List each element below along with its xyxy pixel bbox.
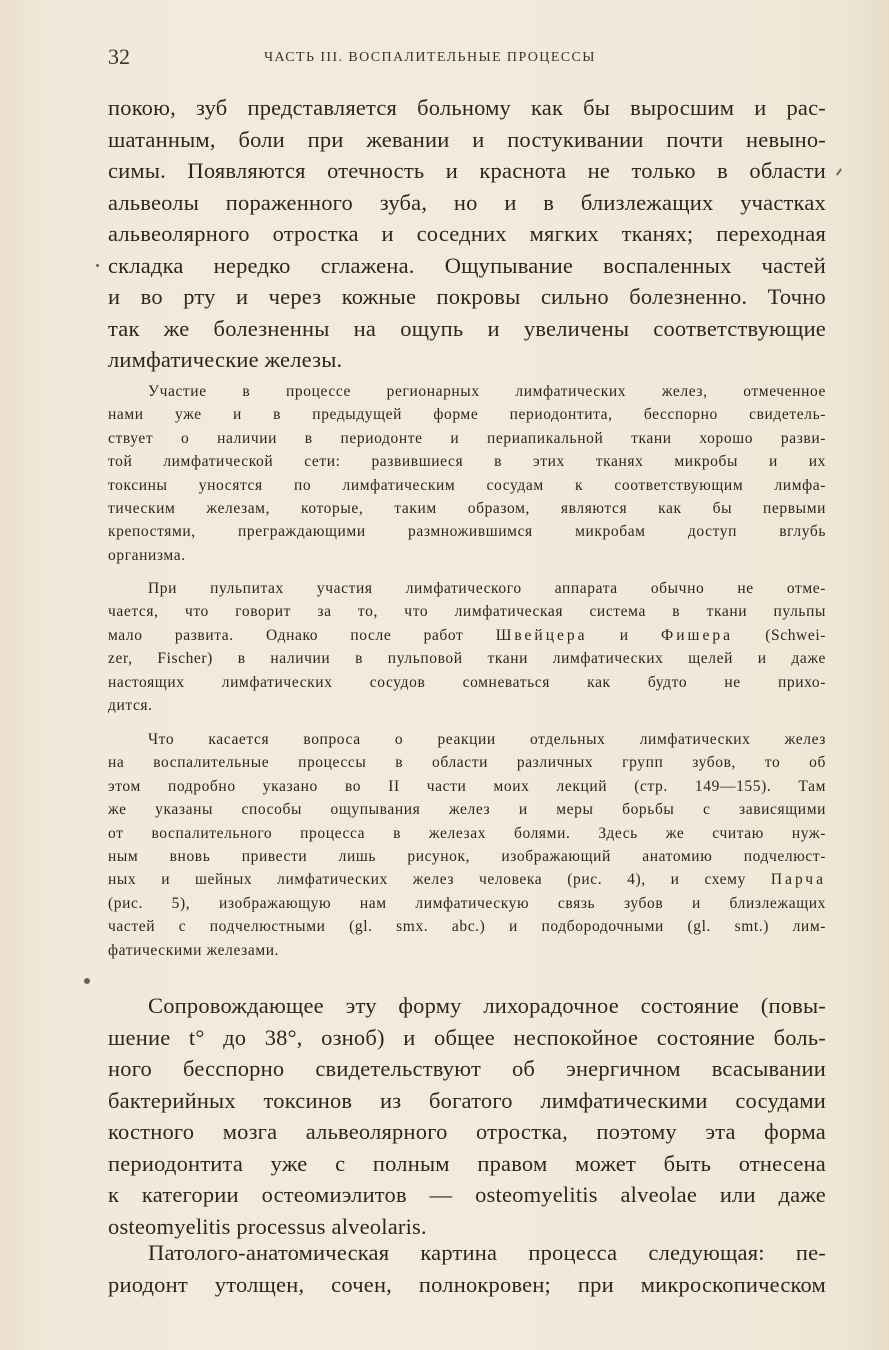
paragraph-3 [108, 1269, 826, 1301]
text-segment: и [619, 626, 629, 644]
text-line: настоящих лимфатических сосудов сомневаться как будто не прихо- [108, 673, 826, 691]
text-line: шение t° до 38°, озноб) и общее неспокойное состояние боль- [108, 1024, 826, 1050]
text-line: же указаны способы ощупывания желез и меры борьбы с зависящими [108, 801, 826, 819]
text-line: той лимфатической сети: развившиеся в этих тканях микробы и их [108, 453, 826, 471]
text-line: ным вновь привести лишь рисунок, изображающий анатомию подчелюст- [108, 848, 826, 866]
note-2 [108, 600, 826, 717]
author-name: Парча [770, 871, 826, 889]
text-line: от воспалительного процесса в железах болями. Здесь же считаю нуж- [108, 824, 826, 842]
text-line: Что касается вопроса о реакции отдельных лимфатических желез [148, 731, 826, 748]
text-line: к категории остеомиэлитов — osteomyelitis alveolae или даже [108, 1182, 826, 1207]
text-line: периодонтита уже с полным правом может быть отнесена [108, 1150, 826, 1176]
text-line: нами уже и в предыдущей форме периодонтита, бесспорно свидетель- [108, 406, 826, 424]
text-line: Участие в процессе регионарных лимфатических желез, отмеченное [148, 383, 826, 400]
paragraph-1 [108, 92, 826, 376]
text-line: чается, что говорит за то, что лимфатическая система в ткани пульпы [108, 603, 826, 621]
text-line: лимфатические железы. [108, 347, 343, 372]
text-line: альвеолярного отростка и соседних мягких тканях; переходная [108, 221, 826, 246]
text-line: крепостями, преграждающими размножившимся микробам доступ вглубь [108, 523, 826, 541]
author-name: Фишера [660, 626, 733, 644]
text-line: тическим железам, которые, таким образом, являются как бы первыми [108, 500, 826, 518]
text-line: частей с подчелюстными (gl. smx. abc.) и подбородочными (gl. smt.) лим- [108, 918, 826, 936]
text-line: и во рту и через кожные покровы сильно болезненно. Точно [108, 284, 826, 309]
text-segment: ных и шейных лимфатических желез человека (рис. 4), и схему [108, 871, 746, 889]
text-line: zer, Fischer) в наличии в пульповой ткани лимфатических щелей и даже [108, 650, 826, 668]
note-3-first-line [148, 728, 826, 751]
paragraph-2 [108, 1022, 826, 1243]
ink-speck [836, 168, 842, 176]
text-line: Сопровождающее эту форму лихорадочное состояние (повы- [148, 993, 826, 1018]
text-segment: мало развита. Однако после работ [108, 626, 464, 644]
paragraph-3-first-line [148, 1237, 826, 1269]
paragraph-2-first-line [148, 990, 826, 1022]
text-line: так же болезненны на ощупь и увеличены соответствующие [108, 315, 826, 341]
text-line: альвеолы пораженного зуба, но и в близлежащих участках [108, 189, 826, 215]
text-line: ного бесспорно свидетельствуют об энергичном всасывании [108, 1056, 826, 1081]
text-line [108, 868, 826, 891]
running-head: ЧАСТЬ III. ВОСПАЛИТЕЛЬНЫЕ ПРОЦЕССЫ [264, 50, 596, 65]
page-header [108, 44, 824, 74]
text-line: osteomyelitis processus alveolaris. [108, 1213, 427, 1239]
text-line: Патолого-анатомическая картина процесса следующая: пе- [148, 1240, 826, 1265]
author-name: Швейцера [495, 626, 588, 644]
ink-speck [96, 264, 99, 267]
text-line: (рис. 5), изображающую нам лимфатическую связь зубов и близлежащих [108, 894, 826, 912]
text-line: костного мозга альвеолярного отростка, поэтому эта форма [108, 1119, 826, 1144]
text-segment: (Schwei- [765, 626, 826, 644]
text-line: фатическими железами. [108, 941, 280, 959]
note-1-first-line [148, 380, 826, 403]
note-3 [108, 751, 826, 962]
note-1 [108, 403, 826, 567]
text-line: шатанным, боли при жевании и постукивании почти невыно- [108, 126, 826, 152]
text-line: бактерийных токсинов из богатого лимфатическими сосудами [108, 1087, 826, 1113]
text-line: на воспалительные процессы в области различных групп зубов, то об [108, 754, 826, 772]
note-2-first-line [148, 577, 826, 600]
text-line: При пульпитах участия лимфатического аппарата обычно не отме- [148, 580, 826, 597]
text-line: организма. [108, 546, 186, 564]
text-line: ствует о наличии в периодонте и периапикальной ткани хорошо разви- [108, 429, 826, 447]
text-line: этом подробно указано во II части моих лекций (стр. 149—155). Там [108, 777, 826, 795]
text-line: токсины уносятся по лимфатическим сосудам к соответствующим лимфа- [108, 476, 826, 494]
page-number: 32 [108, 44, 130, 69]
ink-speck [84, 978, 90, 984]
text-line: риодонт утолщен, сочен, полнокровен; при микроскопическом [108, 1271, 826, 1297]
text-line: симы. Появляются отечность и краснота не только в области [108, 158, 826, 183]
text-line: дится. [108, 697, 153, 715]
text-line: покою, зуб представляется больному как бы выросшим и рас- [108, 95, 826, 120]
text-line [108, 624, 826, 647]
text-line: складка нередко сглажена. Ощупывание воспаленных частей [108, 252, 826, 278]
